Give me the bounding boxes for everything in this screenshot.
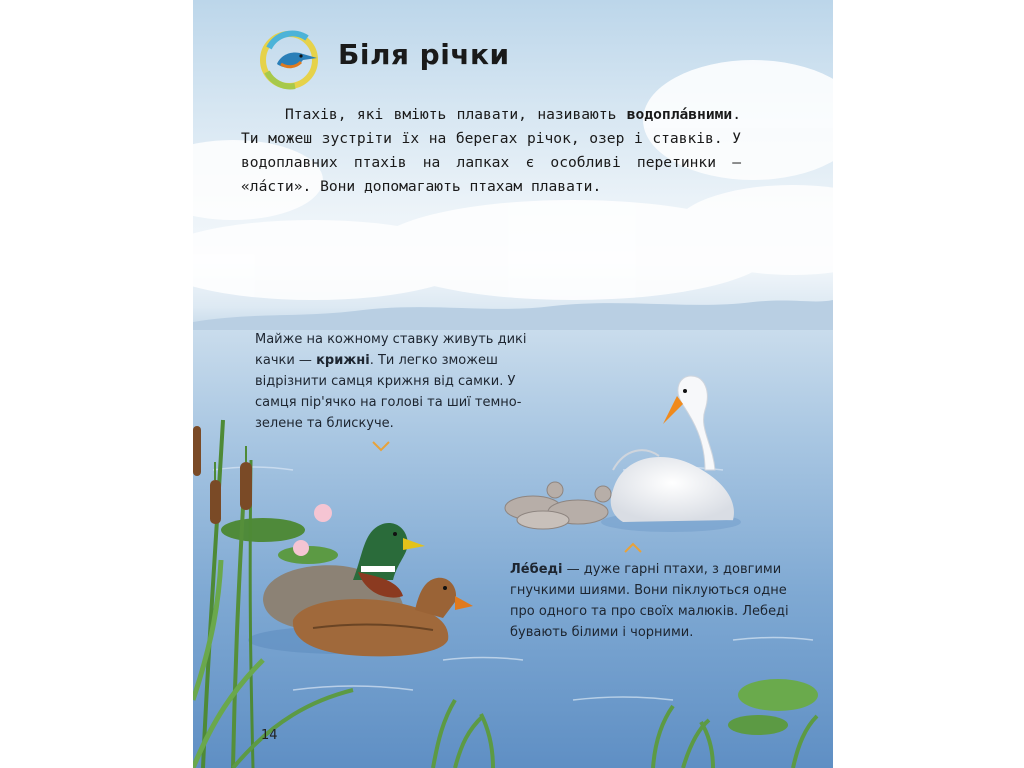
swan-paragraph bbox=[510, 559, 810, 643]
page-number: 14 bbox=[261, 728, 278, 743]
cattail-head bbox=[240, 462, 252, 510]
page-title: Біля річки bbox=[338, 38, 510, 71]
book-page bbox=[193, 0, 833, 768]
intro-paragraph bbox=[241, 103, 741, 199]
duck-text-2: . Ти легко зможеш відрізнити самця крижня від самки. У самця пір'ячко на голові та шиї темно-зелене та блискуче. bbox=[255, 353, 522, 431]
duck-paragraph bbox=[255, 329, 555, 434]
swan-text-2: — дуже гарні птахи, з довгими гнучкими шиями. Вони піклуються одне про одного та про своїх малюків. Лебеді бувають білими і чорними. bbox=[510, 562, 789, 640]
duck-text-1: Майже на кожному ставку живуть дикі качки — bbox=[255, 332, 527, 368]
intro-text-1: Птахів, які вміють плавати, називають bbox=[285, 106, 627, 123]
cattail-head bbox=[210, 480, 221, 524]
kingfisher-logo-icon bbox=[255, 28, 329, 90]
intro-text-2: . Ти можеш зустріти їх на берегах річок, озер і ставків. У водоплавних птахів на лапках є особливі перетинки — «ла́сти». Вони допомагають птахам плавати. bbox=[241, 106, 741, 195]
cattail-head bbox=[193, 426, 201, 476]
swan-bold-term: Ле́беді bbox=[510, 562, 563, 577]
duck-bold-term: крижні bbox=[316, 353, 370, 368]
intro-bold-term: водопла́вними bbox=[626, 106, 733, 123]
